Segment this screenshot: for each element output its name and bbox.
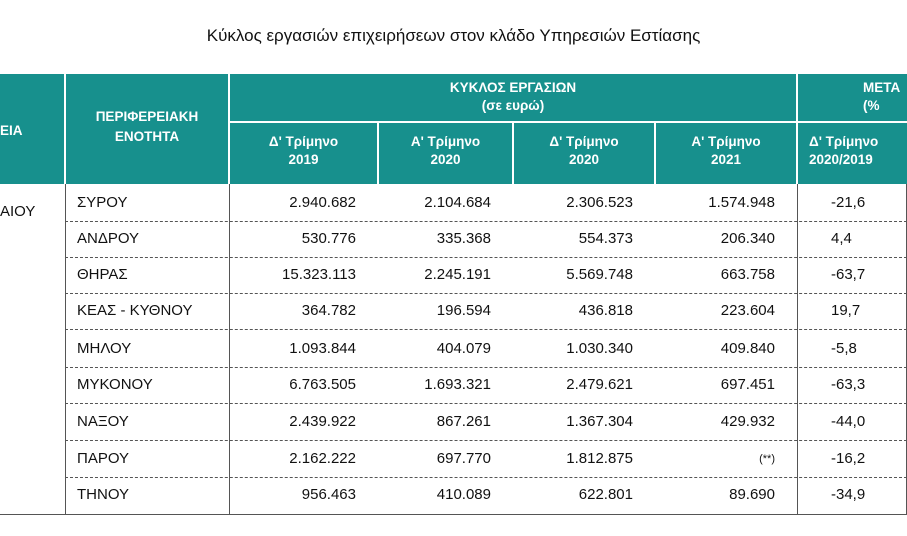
- period-5-year: 2020/2019: [809, 152, 873, 167]
- cell-change: -44,0: [831, 413, 866, 430]
- cell-q1-2021: 697.451: [720, 376, 775, 393]
- header-turnover-line1: ΚΥΚΛΟΣ ΕΡΓΑΣΙΩΝ: [449, 80, 577, 95]
- cell-q4-2020: 2.306.523: [566, 194, 633, 211]
- table-row: [0, 293, 907, 329]
- cell-unit: ΜΥΚΟΝΟΥ: [77, 376, 153, 393]
- cell-change: -16,2: [831, 450, 866, 467]
- cell-q4-2019: 15.323.113: [282, 266, 356, 283]
- cell-q1-2020: 867.261: [436, 413, 491, 430]
- header-turnover-line2: (σε ευρώ): [481, 98, 545, 113]
- cell-q1-2020: 697.770: [436, 450, 491, 467]
- cell-q1-2020: 404.079: [436, 340, 491, 357]
- header-turnover-group: [229, 74, 797, 122]
- header-divider: [64, 74, 66, 184]
- cell-q4-2020: 622.801: [578, 486, 633, 503]
- cell-q4-2019: 1.093.844: [289, 340, 356, 357]
- period-1-year: 2019: [288, 152, 319, 167]
- cell-q4-2019: 530.776: [301, 230, 356, 247]
- header-divider: [377, 122, 379, 184]
- header-divider: [512, 122, 514, 184]
- header-regional-unit-line1: ΠΕΡΙΦΕΡΕΙΑΚΗ: [95, 109, 199, 124]
- header-divider: [654, 122, 656, 184]
- cell-q4-2020: 554.373: [578, 230, 633, 247]
- header-region: [0, 74, 65, 184]
- period-4-label: Α' Τρίμηνο: [691, 134, 761, 149]
- cell-q1-2021: 89.690: [729, 486, 775, 503]
- cell-q4-2020: 2.479.621: [566, 376, 633, 393]
- cell-q4-2019: 2.162.222: [289, 450, 356, 467]
- table-bottom-border: [0, 514, 907, 515]
- cell-q4-2020: 5.569.748: [566, 266, 633, 283]
- cell-change: 4,4: [831, 230, 852, 247]
- row-separator: [65, 329, 907, 330]
- cell-q4-2019: 2.940.682: [289, 194, 356, 211]
- table-row: [0, 185, 907, 221]
- cell-q1-2020: 1.693.321: [424, 376, 491, 393]
- cell-change: -34,9: [831, 486, 866, 503]
- cell-change: -63,3: [831, 376, 866, 393]
- period-1-label: Δ' Τρίμηνο: [268, 134, 339, 149]
- table-row: [0, 441, 907, 477]
- table-row: [0, 257, 907, 293]
- table-row: [0, 404, 907, 440]
- cell-unit: ΠΑΡΟΥ: [77, 450, 130, 467]
- cell-unit: ΚΕΑΣ - ΚΥΘΝΟΥ: [77, 302, 193, 319]
- cell-unit: ΜΗΛΟΥ: [77, 340, 132, 357]
- period-3-year: 2020: [568, 152, 600, 167]
- cell-q4-2019: 956.463: [301, 486, 356, 503]
- cell-q1-2021: 1.574.948: [708, 194, 775, 211]
- cell-q1-2021: 429.932: [720, 413, 775, 430]
- region-label: ΑΙΟΥ: [0, 203, 36, 220]
- cell-q4-2020: 436.818: [578, 302, 633, 319]
- cell-unit: ΣΥΡΟΥ: [77, 194, 128, 211]
- cell-change: -21,6: [831, 194, 866, 211]
- header-period-4: [655, 122, 797, 184]
- header-region-label: ΕΙΑ: [0, 123, 23, 138]
- header-period-5: [797, 122, 907, 184]
- header-period-1: [229, 122, 378, 184]
- period-5-label: Δ' Τρίμηνο: [809, 134, 879, 149]
- cell-change: -5,8: [831, 340, 857, 357]
- cell-q1-2021: (**): [759, 453, 775, 465]
- header-regional-unit-line2: ΕΝΟΤΗΤΑ: [114, 129, 180, 144]
- table-title: Κύκλος εργασιών επιχειρήσεων στον κλάδο Υπηρεσιών Εστίασης: [206, 26, 701, 45]
- period-2-year: 2020: [430, 152, 461, 167]
- cell-q1-2021: 206.340: [720, 230, 775, 247]
- cell-q4-2019: 2.439.922: [289, 413, 356, 430]
- header-divider: [796, 74, 798, 184]
- cell-q4-2019: 364.782: [301, 302, 356, 319]
- period-3-label: Δ' Τρίμηνο: [549, 134, 619, 149]
- table-row: [0, 221, 907, 257]
- header-change-line2: (%: [863, 98, 880, 113]
- cell-q4-2020: 1.367.304: [566, 413, 633, 430]
- header-period-2: [378, 122, 513, 184]
- cell-unit: ΑΝΔΡΟΥ: [77, 230, 140, 247]
- header-hdivider: [229, 121, 907, 123]
- table-row: [0, 477, 907, 513]
- cell-q4-2020: 1.030.340: [566, 340, 633, 357]
- cell-change: -63,7: [831, 266, 866, 283]
- header-regional-unit: [65, 74, 229, 184]
- cell-q1-2020: 335.368: [436, 230, 491, 247]
- table-row: [0, 367, 907, 403]
- cell-q4-2019: 6.763.505: [289, 376, 356, 393]
- cell-q1-2020: 2.245.191: [424, 266, 491, 283]
- header-period-3: [513, 122, 655, 184]
- header-change-line1: ΜΕΤΑ: [863, 80, 901, 95]
- cell-q1-2020: 410.089: [436, 486, 491, 503]
- cell-q1-2020: 2.104.684: [424, 194, 491, 211]
- cell-unit: ΝΑΞΟΥ: [77, 413, 129, 430]
- header-change-group: [797, 74, 907, 122]
- table-row: [0, 331, 907, 367]
- cell-q1-2021: 663.758: [720, 266, 775, 283]
- cell-q1-2021: 223.604: [720, 302, 775, 319]
- cell-change: 19,7: [831, 302, 861, 319]
- cell-unit: ΤΗΝΟΥ: [77, 486, 130, 503]
- cell-q1-2020: 196.594: [436, 302, 491, 319]
- cell-unit: ΘΗΡΑΣ: [77, 266, 128, 283]
- cell-q4-2020: 1.812.875: [566, 450, 633, 467]
- period-2-label: Α' Τρίμηνο: [410, 134, 481, 149]
- cell-q1-2021: 409.840: [720, 340, 775, 357]
- header-divider: [228, 74, 230, 184]
- period-4-year: 2021: [710, 152, 742, 167]
